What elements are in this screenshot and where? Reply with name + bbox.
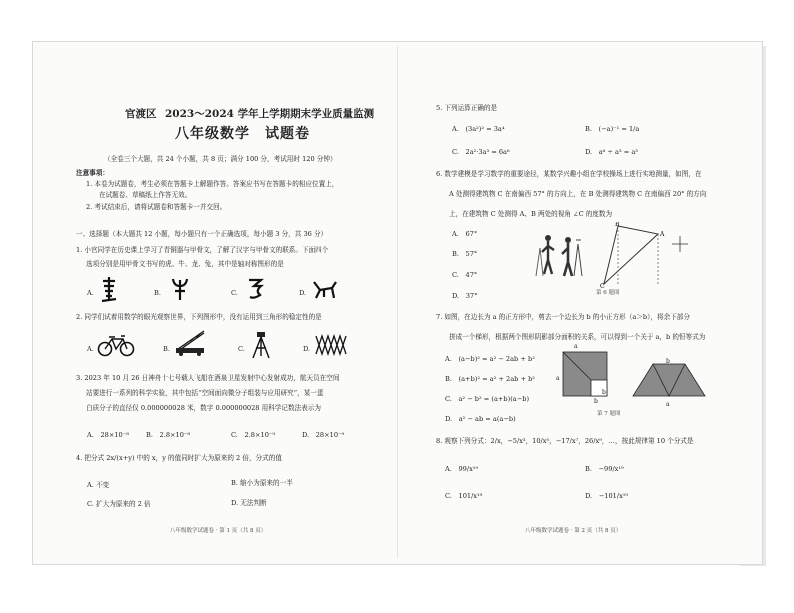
option-d: D. 28×10⁻⁹ xyxy=(302,431,345,439)
option-b: B. (a+b)² = a² + 2ab + b² xyxy=(445,375,535,383)
question-3-text: 白质分子的直径仅 0.000000028 米，数字 0.000000028 用科学记数法表示为 xyxy=(86,404,321,412)
page-footer: 八年级数学试题卷 · 第 2 页（共 8 页） xyxy=(525,528,622,534)
question-7-text: 拼成一个梯形，根据两个图形阴影部分面积的关系，可以得到一个关于 a，b 的恒等式为 xyxy=(449,333,706,341)
option-a: A. (3a²)² = 3a⁴ xyxy=(452,125,505,133)
question-3-text: 3. 2023 年 10 月 26 日神舟十七号载人飞船在酒泉卫星发射中心发射成功，航天员在空间 xyxy=(76,374,340,382)
option-c: C. xyxy=(238,345,245,353)
question-8-text: 8. 观察下列分式：2/x，−5/x³，10/x⁵，−17/x⁷，26/x⁹，…，按此规律第 10 个分式是 xyxy=(436,437,694,445)
option-d: D. xyxy=(299,289,307,297)
option-b: B. −99/x¹⁹ xyxy=(585,465,624,473)
notice-line: 在试题卷、草稿纸上作答无效。 xyxy=(99,191,192,199)
side-label-b: b xyxy=(594,398,598,405)
option-a: A. xyxy=(87,289,94,297)
option-a: A. (a−b)² = a² − 2ab + b² xyxy=(445,355,535,363)
option-c: C. a² − b² = (a+b)(a−b) xyxy=(445,395,530,403)
question-1-text: 选项分别是用甲骨文书写的虎、牛、龙、兔，其中是轴对称图形的是 xyxy=(86,260,284,268)
paper-title: 八年级数学 试题卷 xyxy=(175,126,310,142)
question-2-text: 2. 同学们试着用数学的眼光观察世界，下列图形中，没有运用到三角形的稳定性的是 xyxy=(76,313,322,321)
district-label: 官渡区 xyxy=(125,108,157,120)
option-b: B. 57° xyxy=(452,250,478,258)
crane-truck-icon xyxy=(174,329,210,357)
option-d: D. −101/x¹⁹ xyxy=(585,492,629,500)
notice-line: 2. 考试结束后，请将试题卷和答题卡一并交回。 xyxy=(86,203,227,211)
question-6-text: A 处测得建筑物 C 在南偏西 57° 的方向上，在 B 处测得建筑物 C 在南偏西 20° 的方向 xyxy=(449,190,707,198)
question-3-text: 站要进行一系列的科学实验，其中包括“空间面向微分子组装与应用研究”，某一蛋 xyxy=(86,389,324,397)
option-d: D. a⁶ ÷ a³ = a³ xyxy=(585,148,638,156)
exam-title: 2023～2024 学年上学期期末学业质量监测 xyxy=(165,108,375,120)
option-b: B. 缩小为原来的一半 xyxy=(231,479,293,487)
option-c: C. 47° xyxy=(452,271,478,279)
svg-text:C: C xyxy=(600,283,605,290)
notice-line: 1. 本卷为试题卷，考生必须在答题卡上解题作答。答案应书写在答题卡的相应位置上， xyxy=(86,180,339,188)
oracle-rabbit-glyph-icon xyxy=(312,278,338,300)
question-6-text: 上，在建筑物 C 处测得 A、B 两处的视角 ∠C 的度数为 xyxy=(449,210,613,218)
option-b: B. xyxy=(163,345,170,353)
side-label-a: a xyxy=(666,401,670,408)
option-a: A. 不变 xyxy=(87,481,110,489)
option-d: D. xyxy=(303,345,311,353)
svg-text:B: B xyxy=(615,222,620,228)
surveying-figure xyxy=(534,222,694,290)
option-d: D. 无法判断 xyxy=(231,499,267,507)
scan-top-margin xyxy=(0,0,794,40)
question-6-text: 6. 数学建模是学习数学的重要途径，某数学兴趣小组在学校操场上进行实地测量，如图，在 xyxy=(436,170,702,178)
option-c: C. xyxy=(231,289,238,297)
side-label-b: b xyxy=(602,389,606,396)
option-c: C. 2.8×10⁻⁹ xyxy=(231,431,276,439)
bicycle-icon xyxy=(97,334,135,358)
section-heading: 一、选择题（本大题共 12 小题，每小题只有一个正确选项，每小题 3 分，共 36 分） xyxy=(76,230,328,238)
side-label-b: b xyxy=(666,358,670,365)
option-b: B. xyxy=(154,289,161,297)
oracle-ox-glyph-icon xyxy=(170,276,190,302)
option-d: D. 37° xyxy=(452,292,478,300)
question-5-text: 5. 下列运算正确的是 xyxy=(436,104,498,112)
option-a: A. 67° xyxy=(452,230,478,238)
notice-heading: 注意事项： xyxy=(76,169,109,177)
side-label-a: a xyxy=(556,375,560,382)
oracle-tiger-glyph-icon xyxy=(98,275,120,303)
option-a: A. 99/x¹⁹ xyxy=(445,465,479,473)
page-fold-line xyxy=(397,46,398,558)
question-7-text: 7. 如图，在边长为 a 的正方形中，剪去一个边长为 b 的小正方形（a＞b），将余下部分 xyxy=(436,313,690,321)
option-c: C. 101/x¹⁹ xyxy=(445,492,483,500)
side-label-a: a xyxy=(574,343,578,350)
option-c: C. 扩大为原来的 2 倍 xyxy=(87,500,151,508)
exam-info: （全卷三个大题，共 24 个小题，共 8 页；满分 100 分，考试用时 120 分钟） xyxy=(104,155,337,163)
option-c: C. 2a²·3a³ = 6a⁶ xyxy=(452,148,510,156)
camera-tripod-icon xyxy=(250,330,272,360)
option-d: D. a² − ab = a(a−b) xyxy=(445,415,516,423)
figure-7-caption: 第 7 题图 xyxy=(597,411,621,417)
option-b: B. 2.8×10⁻⁸ xyxy=(146,431,191,439)
option-b: B. (−a)⁻¹ = 1/a xyxy=(585,125,640,133)
question-1-text: 1. 小官同学在历史课上学习了青铜器与甲骨文，了解了汉字与甲骨文的联系。下面四个 xyxy=(76,246,329,254)
lattice-fence-icon xyxy=(314,334,350,356)
question-4-text: 4. 把分式 2x/(x+y) 中的 x，y 的值同时扩大为原来的 2 倍，分式的值 xyxy=(76,454,282,462)
figure-6-caption: 第 6 题图 xyxy=(596,290,620,296)
option-a: A. 28×10⁻⁸ xyxy=(87,431,129,439)
svg-text:A: A xyxy=(660,231,665,238)
page-footer: 八年级数学试题卷 · 第 1 页（共 8 页） xyxy=(170,528,267,534)
square-trapezoid-figure xyxy=(553,346,713,408)
option-a: A. xyxy=(87,345,94,353)
oracle-dragon-glyph-icon xyxy=(246,277,264,301)
